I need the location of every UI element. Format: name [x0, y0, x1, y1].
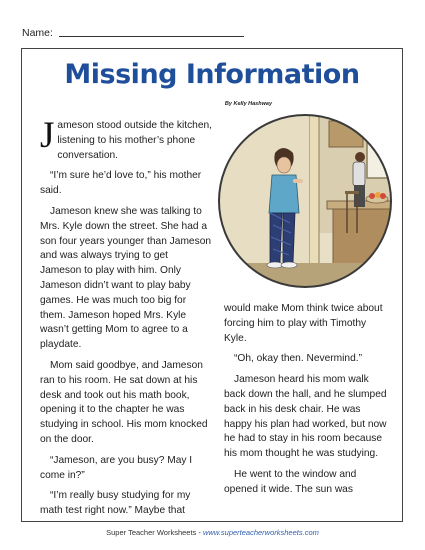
story-paragraph: Jameson heard his mom walk back down the hall, and he slumped back in his desk chair. He was happy his plan had worked, but now he had to stay in his room because his mom thought he was studying.: [224, 374, 387, 460]
story-paragraph: He went to the window and opened it wide. The sun was: [224, 468, 357, 495]
story-paragraph: “Oh, okay then. Nevermind.”: [234, 353, 362, 365]
byline: By Kelly Hashway: [224, 101, 272, 107]
story-paragraph: [40, 115, 213, 163]
footer: [0, 528, 425, 537]
name-line: [59, 26, 244, 37]
story-right-column: [224, 302, 388, 504]
story-left-column: [40, 115, 213, 522]
name-row: [22, 26, 244, 39]
worksheet-frame: [21, 48, 403, 522]
story-paragraph-text: ameson stood outside the kitchen, listening to his mother’s phone conversation.: [57, 120, 213, 161]
story-paragraph: would make Mom think twice about forcing him to play with Timothy Kyle.: [224, 303, 383, 344]
name-label: Name:: [22, 27, 53, 39]
footer-link[interactable]: www.superteacherworksheets.com: [202, 528, 319, 537]
story-paragraph: “I’m really busy studying for my math test right now.” Maybe that: [40, 490, 191, 517]
story-paragraph: “I’m sure he’d love to,” his mother said.: [40, 170, 202, 197]
story-paragraph: Jameson knew she was talking to Mrs. Kyle down the street. She had a son four years younger than Jameson and was always trying to get Jameson to play with him. Only Jameson didn’t want to play baby games. He was much too big for them. Jameson hoped Mrs. Kyle wasn’t getting Mom to agree to a playdate.: [40, 205, 212, 351]
footer-separator: -: [196, 528, 203, 537]
story-paragraph: Mom said goodbye, and Jameson ran to his room. He sat down at his desk and took out his math book, opening it to the chapter he was studying in school. His mom knocked on the door.: [40, 359, 208, 445]
page-title: Missing Information: [64, 59, 360, 90]
footer-brand: Super Teacher Worksheets: [106, 528, 197, 537]
drop-cap: J: [40, 115, 55, 156]
story-paragraph: “Jameson, are you busy? May I come in?”: [40, 454, 193, 481]
story-illustration: [217, 113, 393, 289]
